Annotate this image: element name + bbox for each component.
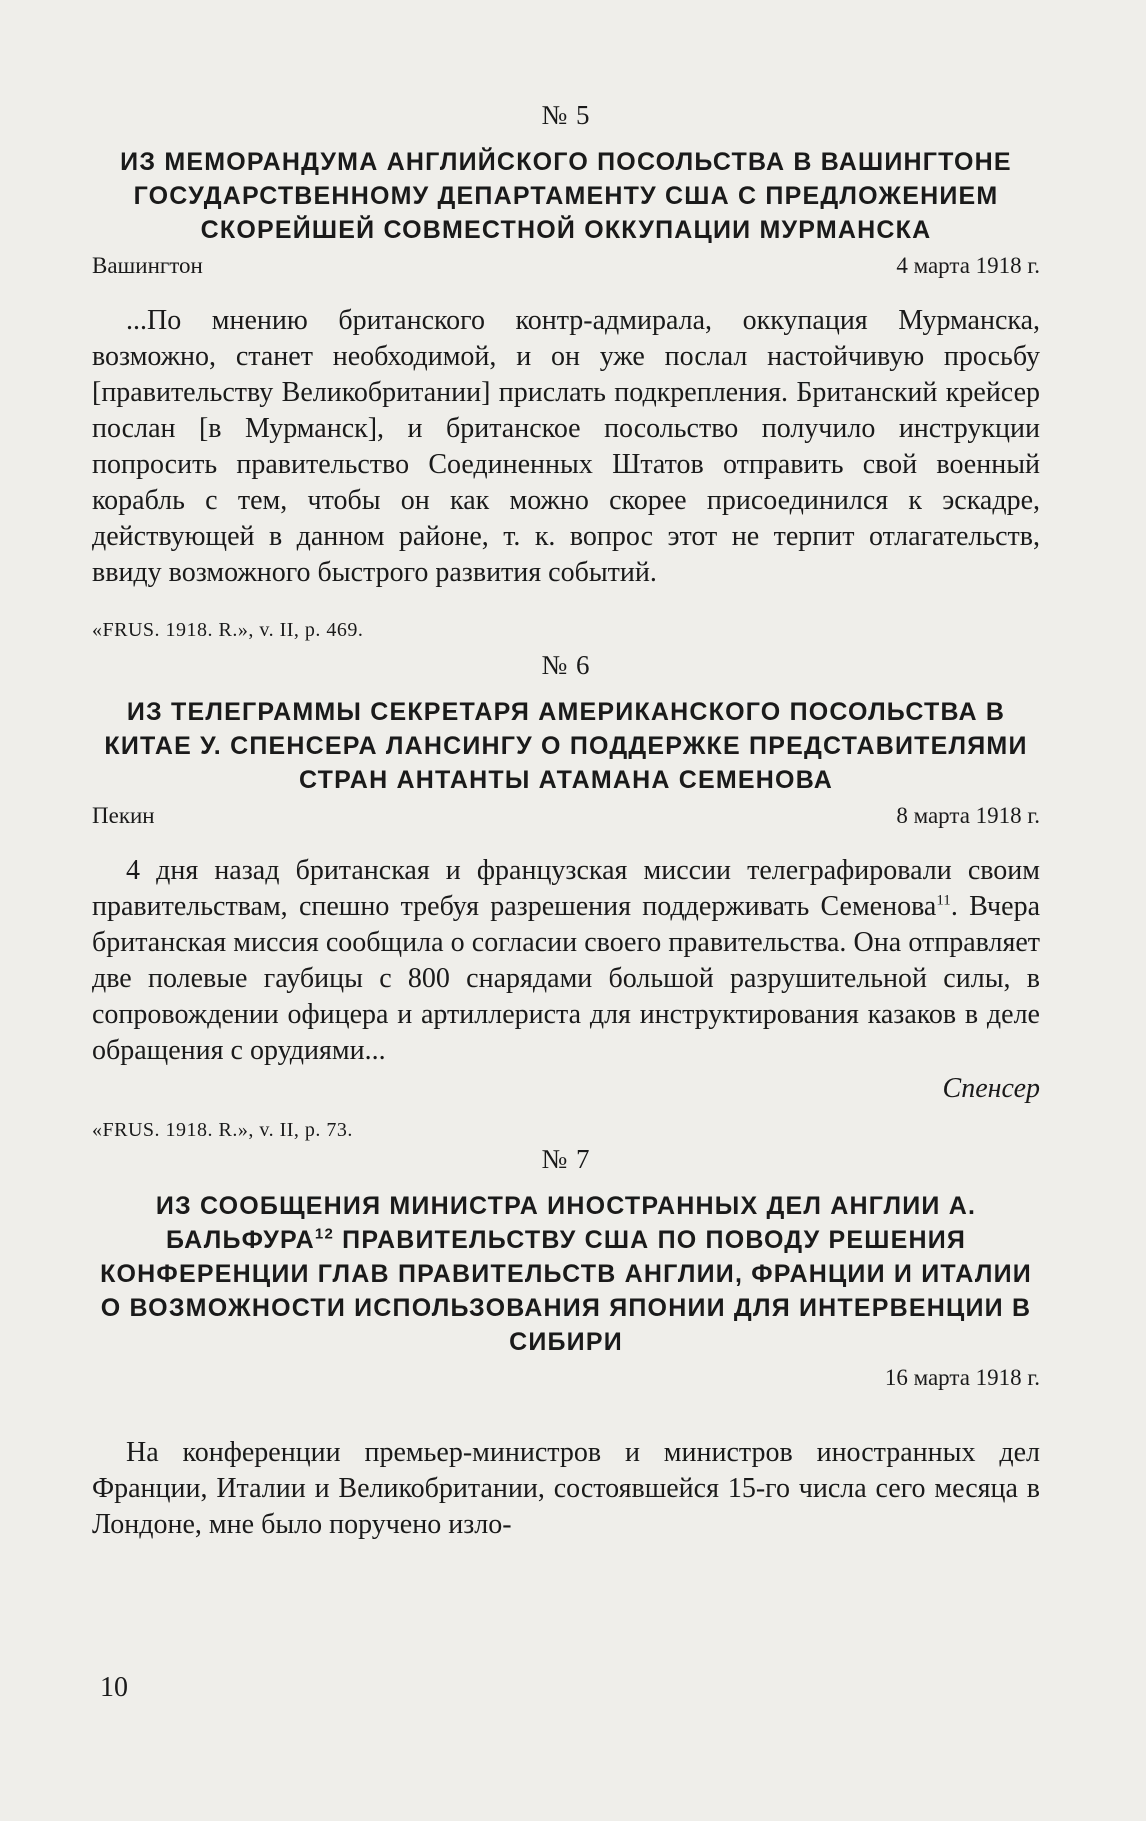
doc-5-place: Вашингтон [92, 253, 203, 278]
doc-6-text [92, 853, 1040, 1069]
doc-6-source: «FRUS. 1918. R.», v. II, p. 73. [92, 1119, 353, 1141]
doc-6-text-part-2: . Вчера британская миссия сообщила о согласии своего правительства. Она отправляет две полевые гаубицы с 800 снарядами большой разрушительной силы, в сопровождении офицера и артиллериста для инструктирования казаков в деле обращения с орудиями... [92, 891, 1040, 1066]
doc-7-title-part-1: ИЗ СООБЩЕНИЯ МИНИСТРА ИНОСТРАННЫХ ДЕЛ АНГЛИИ А. БАЛЬФУРА [155, 1192, 977, 1254]
doc-5-text: ...По мнению британского контр-адмирала, оккупация Мурманска, возможно, станет необходимой, и он уже послал настойчивую просьбу [правительству Великобритании] прислать подкрепления. Британский крейсер послан [в Мурманск], и британское посольство получило инструкции попросить правительство Соединенных Штатов отправить свой военный корабль с тем, чтобы он как можно скорее присоединился к эскадре, действующей в данном районе, т. к. вопрос этот не терпит отлагательств, ввиду возможного быстрого развития событий. [92, 305, 1040, 588]
doc-5-date: 4 марта 1918 г. [896, 253, 1040, 278]
doc-6-dateline [92, 803, 1040, 829]
doc-6-signature: Спенсер [942, 1073, 1040, 1104]
doc-7-title [92, 1189, 1040, 1359]
footnote-marker-11: 11 [936, 892, 951, 909]
doc-7-text: На конференции премьер-министров и министров иностранных дел Франции, Италии и Великобритании, состоявшейся 15-го числа сего месяца в Лондоне, мне было поручено изло- [92, 1437, 1040, 1540]
document-page [92, 100, 1040, 1543]
document-5 [92, 100, 1040, 642]
doc-7-title-part-2: ПРАВИТЕЛЬСТВУ США ПО ПОВОДУ РЕШЕНИЯ КОНФЕРЕНЦИИ ГЛАВ ПРАВИТЕЛЬСТВ АНГЛИИ, ФРАНЦИИ И ИТАЛИИ О ВОЗМОЖНОСТИ ИСПОЛЬЗОВАНИЯ ЯПОНИИ ДЛЯ ИНТЕРВЕНЦИИ В СИБИРИ [100, 1226, 1032, 1356]
doc-5-number: № 5 [541, 100, 591, 130]
document-6 [92, 650, 1040, 1142]
doc-6-text-part-1: 4 дня назад британская и французская миссии телеграфировали своим правительствам, спешно требуя разрешения поддерживать Семенова [92, 855, 1040, 922]
doc-6-number: № 6 [541, 650, 591, 680]
doc-5-title: ИЗ МЕМОРАНДУМА АНГЛИЙСКОГО ПОСОЛЬСТВА В ВАШИНГТОНЕ ГОСУДАРСТВЕННОМУ ДЕПАРТАМЕНТУ США С ПРЕДЛОЖЕНИЕМ СКОРЕЙШЕЙ СОВМЕСТНОЙ ОККУПАЦИИ МУРМАНСКА [120, 148, 1012, 244]
document-7 [92, 1144, 1040, 1543]
doc-5-dateline [92, 253, 1040, 279]
doc-6-place: Пекин [92, 803, 155, 828]
doc-6-date: 8 марта 1918 г. [896, 803, 1040, 828]
doc-6-title: ИЗ ТЕЛЕГРАММЫ СЕКРЕТАРЯ АМЕРИКАНСКОГО ПОСОЛЬСТВА В КИТАЕ У. СПЕНСЕРА ЛАНСИНГУ О ПОДДЕРЖКЕ ПРЕДСТАВИТЕЛЯМИ СТРАН АНТАНТЫ АТАМАНА СЕМЕНОВА [104, 698, 1028, 794]
doc-7-dateline [92, 1365, 1040, 1391]
doc-7-number: № 7 [541, 1144, 591, 1174]
page-number: 10 [100, 1672, 128, 1703]
footnote-marker-12: 12 [314, 1225, 334, 1243]
doc-5-source: «FRUS. 1918. R.», v. II, p. 469. [92, 619, 364, 641]
doc-7-date: 16 марта 1918 г. [884, 1365, 1040, 1390]
